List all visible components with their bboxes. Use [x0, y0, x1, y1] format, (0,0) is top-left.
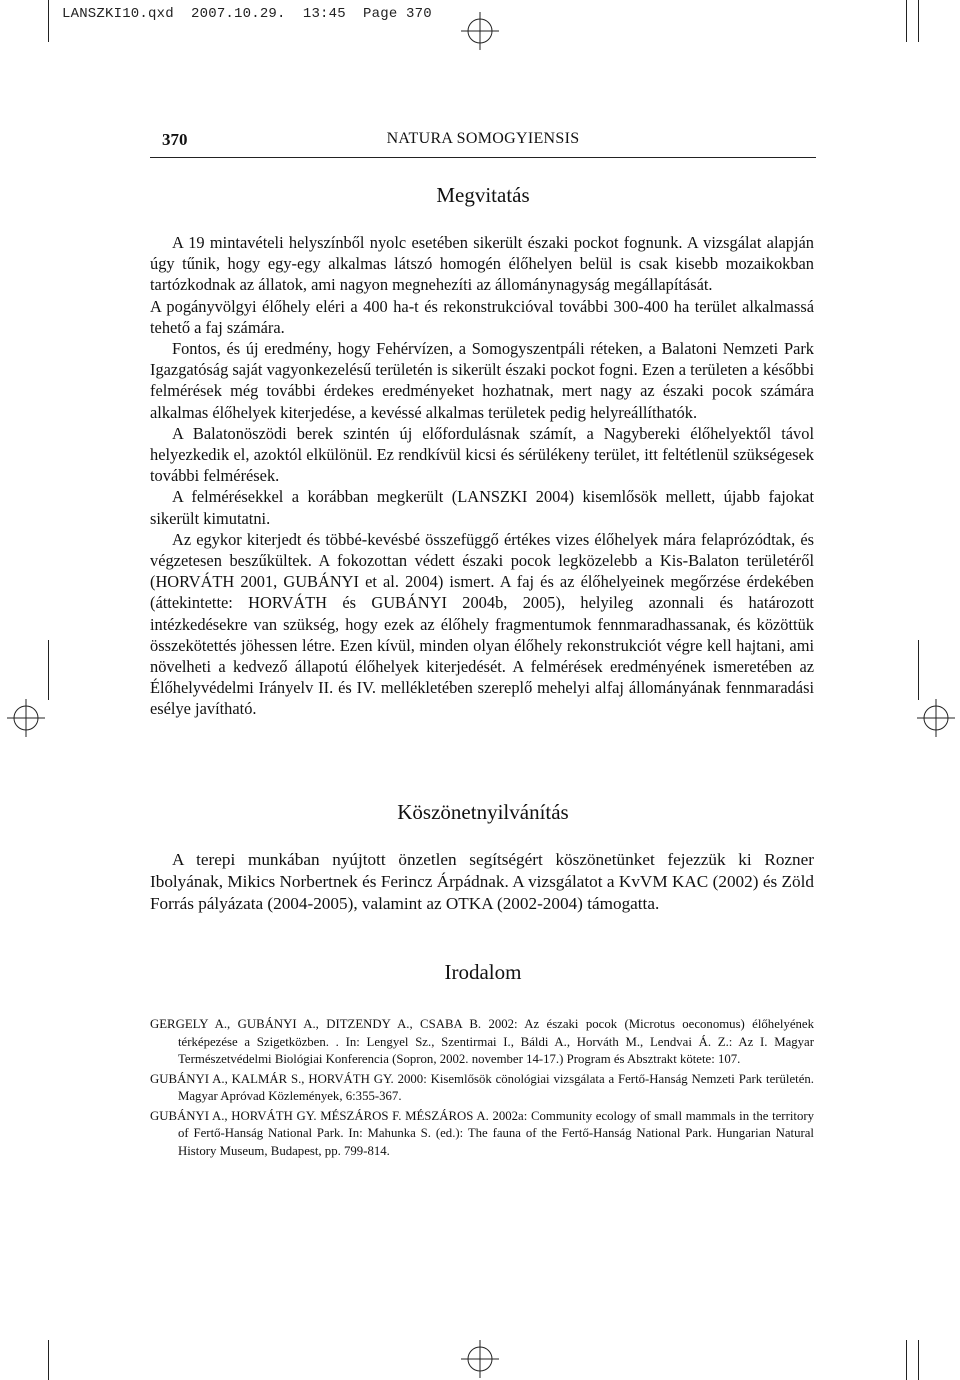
discussion-paragraph: Fontos, és új eredmény, hogy Fehérvízen, a Somogyszentpáli réteken, a Balatoni Nemzeti Park Igazgatóság saját vagyonkezelésű területén is sikerült északi pockot fogni. Ezen a területen a későbbi felmérések még további érdekes eredményeket hozhatnak, mert nagy az északi pocok számára alkalmas élőhelyek kiterjedése, a kevéssé alkalmas területek pedig helyreállíthatók.	[150, 339, 814, 422]
discussion-paragraph: A pogányvölgyi élőhely eléri a 400 ha-t és rekonstrukcióval további 300-400 ha terület alkalmassá tehető a faj számára.	[150, 296, 814, 337]
discussion-paragraph: A Balatonöszödi berek szintén új előfordulásnak számít, a Nagybereki élőhelyektől távol helyezkedik el, azoktól elkülönül. Ez rendkívül kicsi és sérülékeny terület, itt feltétlenül szükségesek további felmérések.	[150, 423, 814, 486]
section-heading-acknowledgements: Köszönetnyilvánítás	[397, 800, 569, 824]
slug-line: LANSZKI10.qxd 2007.10.29. 13:45 Page 370	[62, 6, 432, 22]
discussion-paragraph: A felmérésekkel a korábban megkerült (LANSZKI 2004) kisemlősök mellett, újabb fajokat sikerült kimutatni.	[150, 487, 814, 528]
reference-item: GUBÁNYI A., KALMÁR S., HORVÁTH GY. 2000: Kisemlősök cönológiai vizsgálata a Fertő-Hanság Nemzeti Park területén. Magyar Apróvad Közlemények, 6:355-367.	[150, 1071, 814, 1103]
discussion-paragraph: A 19 mintavételi helyszínből nyolc esetében sikerült északi pockot fognunk. A vizsgálat alapján úgy tűnik, hogy egy-egy alkalmas látszó homogén élőhelyen belül is csak kisebb mozaikokban tartózkodnak az állatok, ami nagyon megnehezíti az állománynagyság megállapítását.	[150, 233, 814, 295]
crop-mark-bottom-far-right-v	[918, 1340, 919, 1380]
reference-item: GUBÁNYI A., HORVÁTH GY. MÉSZÁROS F. MÉSZÁROS A. 2002a: Community ecology of small mammals in the territory of Fertő-Hanság National Park. In: Mahunka S. (ed.): The fauna of the Fertő-Hanság National Park. Hungarian Natural History Museum, Budapest, pp. 799-814.	[150, 1108, 814, 1158]
registration-mark-right	[917, 699, 955, 737]
registration-tick-right	[918, 640, 919, 700]
crop-mark-top-left-v	[48, 0, 49, 42]
crop-mark-bottom-left-v	[48, 1340, 49, 1380]
crop-mark-top-right-v	[906, 0, 907, 42]
acknowledgements-paragraph: A terepi munkában nyújtott önzetlen segítségért köszönetünket fejezzük ki Rozner Ibolyának, Mikics Norbertnek és Ferincz Árpádnak. A vizsgálatot a KvVM KAC (2002) és Zöld Forrás pályázata (2004-2005), valamint az OTKA (2002-2004) támogatta.	[150, 850, 814, 913]
section-heading-references: Irodalom	[444, 960, 522, 984]
reference-list	[150, 1016, 814, 1162]
running-header	[150, 130, 816, 156]
crop-mark-top-far-right-v	[918, 0, 919, 42]
journal-title: NATURA SOMOGYIENSIS	[386, 130, 580, 147]
registration-mark-top	[461, 12, 499, 50]
registration-tick-left	[48, 640, 49, 700]
page-number: 370	[162, 130, 188, 149]
discussion-body	[150, 232, 814, 720]
header-rule	[150, 157, 816, 158]
section-heading-discussion: Megvitatás	[436, 183, 530, 207]
acknowledgements-body	[150, 849, 814, 915]
registration-mark-bottom	[461, 1340, 499, 1378]
registration-mark-left	[7, 699, 45, 737]
crop-mark-bottom-right-v	[906, 1340, 907, 1380]
discussion-paragraph: Az egykor kiterjedt és többé-kevésbé összefüggő értékes vizes élőhelyek mára felaprózódtak, és végzetesen beszűkültek. A fokozottan védett északi pocok legközelebb a Kis-Balaton területéről (HORVÁTH 2001, GUBÁNYI et al. 2004) ismert. A faj és az élőhelyeinek megőrzése érdekében (áttekintette: HORVÁTH és GUBÁNYI 2004b, 2005), helyileg azonnali és határozott intézkedésekre van szükség, hogy ezek az élőhely fragmentumok fennmaradhassanak, és közöttük összekötettés jöhessen létre. Ezen kívül, minden olyan élőhely rekonstrukciót végre kell hajtani, ami növelheti a kedvező állapotú élőhelyek kiterjedését. A felmérések eredményének ismeretében az Élőhelyvédelmi Irányelv II. és IV. mellékletében szereplő mehelyi alfaj állományának fennmaradási esélye javítható.	[150, 529, 814, 719]
reference-item: GERGELY A., GUBÁNYI A., DITZENDY A., CSABA B. 2002: Az északi pocok (Microtus oeconomus) élőhelyének térképezése a Szigetközben. . In: Lengyel Sz., Szentirmai I., Báldi A., Horváth M., Lendvai Á. Z.: Az I. Magyar Természetvédelmi Biológiai Konferencia (Sopron, 2002. november 14-17.) Program és Absztrakt kötete: 107.	[150, 1017, 814, 1066]
